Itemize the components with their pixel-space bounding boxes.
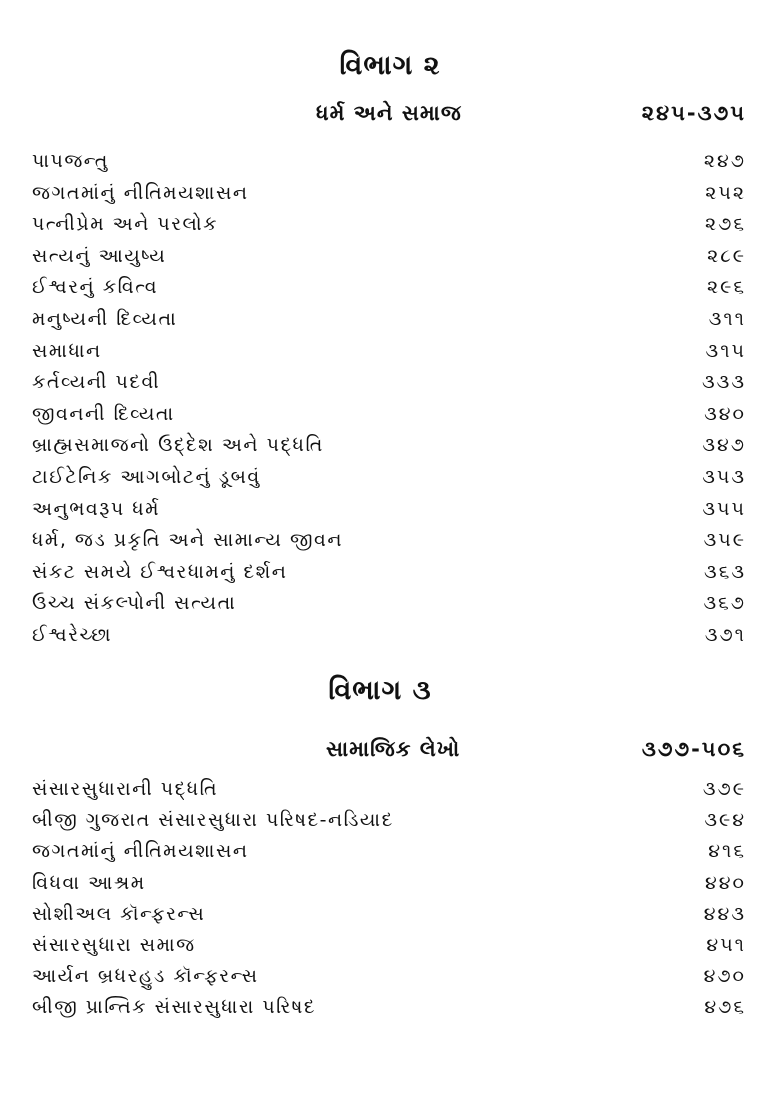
section-2-page-range: ૨૪૫-૩૭૫ [641,101,746,125]
toc-entry-title: સંકટ સમયે ઈશ્વરધામનું દર્શન [32,560,288,583]
toc-entry [32,961,746,992]
toc-entry-page-number: ૪૪૩ [703,902,746,925]
toc-entry-title: ધર્મ, જડ પ્રકૃતિ અને સામાન્ય જીવન [32,529,344,552]
toc-entry [32,557,746,589]
toc-entry [32,588,746,620]
toc-entry [32,430,746,462]
toc-entry-page-number: ૨૯૬ [706,276,746,299]
toc-entry [32,209,746,241]
toc-entry [32,805,746,836]
toc-entry-title: પાપજન્તુ [32,150,109,172]
toc-entry-page-number: ૩૭૯ [702,778,746,800]
toc-entry-page-number: ૪૪૦ [705,871,746,894]
toc-entry [32,241,746,273]
toc-entry [32,272,746,304]
toc-entry [32,620,746,652]
toc-entry-title: ઈશ્વરેચ્છા [32,623,113,646]
toc-entry-title: સંસારસુધારાની પદ્ધતિ [32,778,219,800]
toc-entry [32,462,746,494]
toc-entry [32,774,746,805]
toc-entry [32,304,746,336]
toc-entry-title: અનુભવરૂપ ધર્મ [32,497,161,520]
toc-entry-page-number: ૩૬૭ [703,592,746,615]
toc-entry-title: જગતમાંનું નીતિમયશાસન [32,181,249,204]
section-2-heading: વિભાગ ૨ [339,50,441,81]
toc-entry-page-number: ૩૯૪ [704,809,746,832]
toc-entry-page-number: ૩૧૫ [705,339,746,362]
section-2-subheading [316,96,746,130]
toc-entry-page-number: ૩૪૦ [704,402,746,425]
toc-entry-title: પત્નીપ્રેમ અને પરલોક [32,213,219,236]
toc-entry-title: મનુષ્યની દિવ્યતા [32,307,178,330]
toc-entry [32,868,746,899]
section-2-subtitle: ધર્મ અને સમાજ [316,101,462,125]
toc-entry-title: બીજી ગુજરાત સંસારસુધારા પરિષદ-નડિયાદ [32,809,394,832]
toc-entry-title: સંસારસુધારા સમાજ [32,933,196,956]
toc-entry [32,836,746,867]
toc-entry-title: ઈશ્વરનું કવિત્વ [32,276,159,299]
toc-entry-title: બ્રાહ્મસમાજનો ઉદ્દેશ અને પદ્ધતિ [32,434,324,457]
toc-entry-title: આર્યન બ્રધરહુડ કૉન્ફરન્સ [32,965,259,988]
toc-entry [32,992,746,1023]
toc-entry [32,525,746,557]
section-3-subtitle: સામાજિક લેખો [326,737,461,761]
toc-entry-page-number: ૩૪૭ [702,434,746,457]
toc-entry [32,899,746,930]
toc-entry-title: સોશીઅલ કૉન્ફરન્સ [32,902,206,925]
section-2-contents-list [32,146,746,652]
section-3-contents-list [32,774,746,1024]
toc-entry-title: સમાધાન [32,339,102,362]
section-3-page-range: ૩૭૭-૫૦૬ [641,737,746,761]
toc-entry-title: વિધવા આશ્રમ [32,871,146,894]
toc-entry [32,336,746,368]
toc-entry-page-number: ૪૭૬ [704,996,746,1019]
toc-entry [32,494,746,526]
toc-entry-page-number: ૩૭૧ [704,623,746,646]
toc-entry-page-number: ૩૬૩ [704,560,746,583]
toc-entry-page-number: ૨૫૨ [705,181,746,204]
toc-entry-page-number: ૨૮૯ [707,244,746,267]
toc-entry-page-number: ૪૧૬ [708,840,746,863]
toc-entry-title: બીજી પ્રાન્તિક સંસારસુધારા પરિષદ [32,996,317,1019]
toc-entry-title: ટાઈટેનિક આગબોટનું ડૂબવું [32,465,261,488]
toc-entry [32,399,746,431]
toc-entry-page-number: ૩૫૯ [703,529,746,552]
toc-entry-title: જીવનની દિવ્યતા [32,402,175,425]
toc-entry-page-number: ૪૭૦ [703,965,746,988]
toc-entry [32,930,746,961]
toc-entry-title: સત્યનું આયુષ્ય [32,244,167,267]
toc-entry [32,367,746,399]
toc-entry-page-number: ૪૫૧ [706,933,746,956]
toc-entry-page-number: ૨૪૭ [703,150,746,172]
toc-entry [32,146,746,178]
toc-entry-page-number: ૩૫૫ [702,497,746,520]
toc-entry [32,178,746,210]
section-3-subheading [326,732,746,766]
toc-entry-title: જગતમાંનું નીતિમયશાસન [32,840,249,863]
toc-entry-page-number: ૨૭૬ [705,213,746,236]
toc-entry-title: ઉચ્ચ સંકલ્પોની સત્યતા [32,592,237,615]
toc-entry-page-number: ૩૧૧ [708,307,746,330]
toc-entry-page-number: ૩૩૩ [702,371,746,394]
toc-entry-title: કર્તવ્યની પદવી [32,371,161,394]
toc-entry-page-number: ૩૫૩ [702,465,746,488]
section-3-heading: વિભાગ ૩ [328,675,432,706]
